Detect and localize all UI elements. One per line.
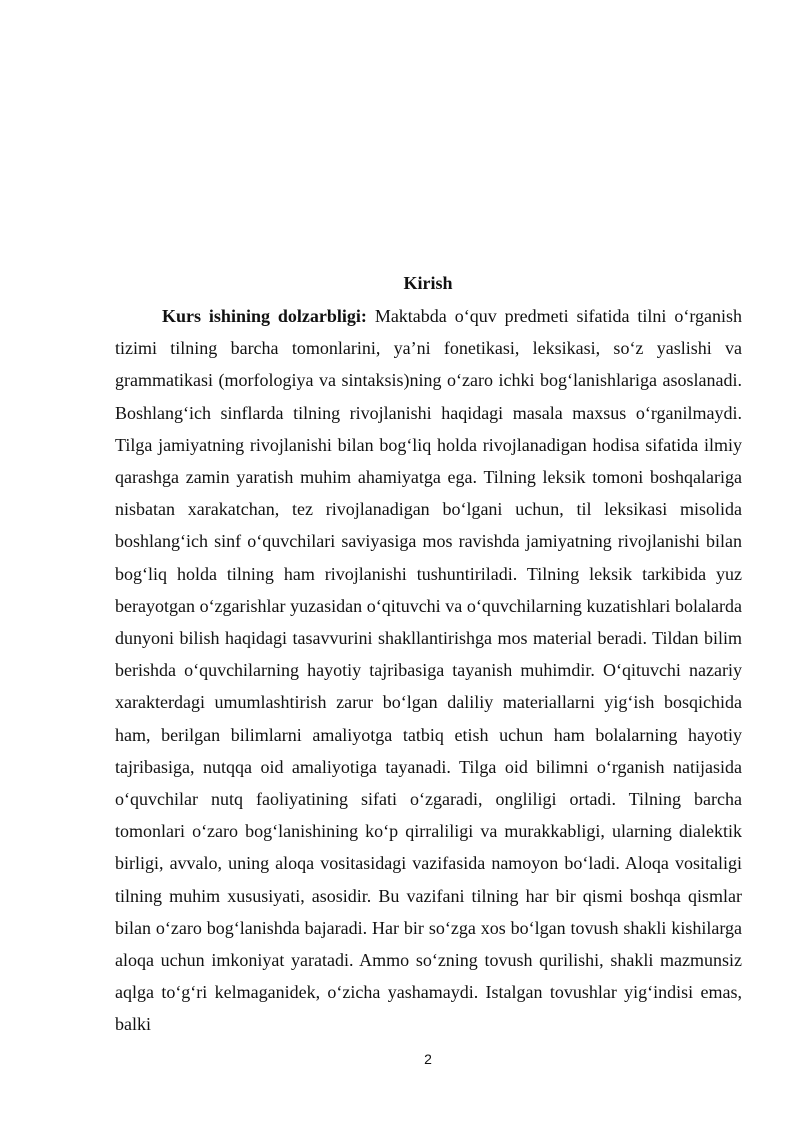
page-number: 2: [424, 1051, 432, 1067]
body-paragraph: [115, 300, 742, 1041]
section-heading: Kirish: [403, 273, 453, 293]
paragraph-text: Maktabda o‘quv predmeti sifatida tilni o‘rganish tizimi tilning barcha tomonlarini, ya’ni fonetikasi, leksikasi, so‘z yaslishi va grammatikasi (morfologiya va sintaksis)ning o‘zaro ichki bog‘lanishlariga asoslanadi. Boshlang‘ich sinflarda tilning rivojlanishi haqidagi masala maxsus o‘rganilmaydi. Tilga jamiyatning rivojlanishi bilan bog‘liq holda rivojlanadigan hodisa sifatida ilmiy qarashga zamin yaratish muhim ahamiyatga ega. Tilning leksik tomoni boshqalariga nisbatan xarakatchan, tez rivojlanadigan bo‘lgani uchun, til leksikasi misolida boshlang‘ich sinf o‘quvchilari saviyasiga mos ravishda jamiyatning rivojlanishi bilan bog‘liq holda tilning ham rivojlanishi tushuntiriladi. Tilning leksik tarkibida yuz berayotgan o‘zgarishlar yuzasidan o‘qituvchi va o‘quvchilarning kuzatishlari bolalarda dunyoni bilish haqidagi tasavvurini shakllantirishga mos material beradi. Tildan bilim berishda o‘quvchilarning hayotiy tajribasiga tayanish muhimdir. O‘qituvchi nazariy xarakterdagi umumlashtirish zarur bo‘lgan daliliy materiallarni yig‘ish bosqichida ham, berilgan bilimlarni amaliyotga tatbiq etish uchun ham bolalarning hayotiy tajribasiga, nutqqa oid amaliyotiga tayanadi. Tilga oid bilimni o‘rganish natijasida o‘quvchilar nutq faoliyatining sifati o‘zgaradi, ongliligi ortadi. Tilning barcha tomonlari o‘zaro bog‘lanishining ko‘p qirraliligi va murakkabligi, ularning dialektik birligi, avvalo, uning aloqa vositasidagi vazifasida namoyon bo‘ladi. Aloqa vositaligi tilning muhim xususiyati, asosidir. Bu vazifani tilning har bir qismi boshqa qismlar bilan o‘zaro bog‘lanishda bajaradi. Har bir so‘zga xos bo‘lgan tovush shakli kishilarga aloqa uchun imkoniyat yaratadi. Ammo so‘zning tovush qurilishi, shakli mazmunsiz aqlga to‘g‘ri kelmaganidek, o‘zicha yashamaydi. Istalgan tovushlar yig‘indisi emas, balki: [115, 306, 742, 1035]
lead-label: Kurs ishining dolzarbligi:: [162, 306, 367, 326]
